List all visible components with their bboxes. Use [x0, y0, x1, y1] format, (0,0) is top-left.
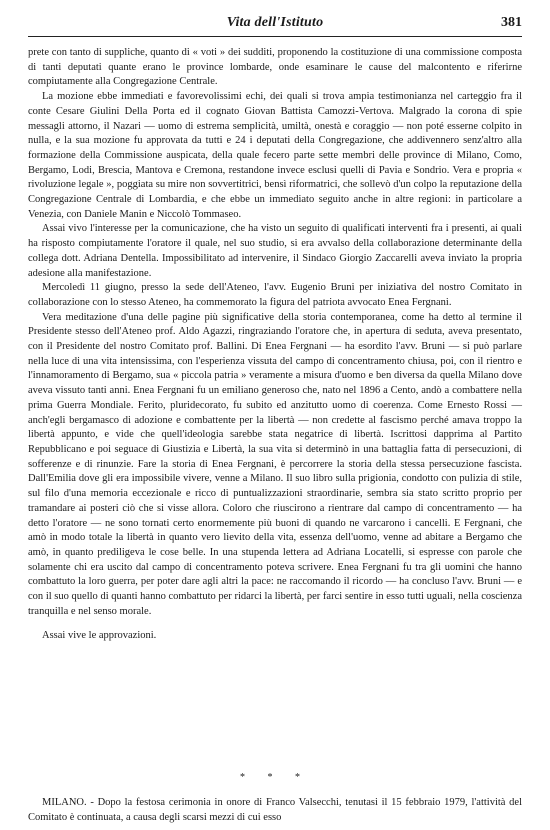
paragraph-6: Assai vive le approvazioni. [42, 630, 157, 642]
final-paragraph: MILANO. - Dopo la festosa cerimonia in onore di Franco Valsecchi, tenutasi il 15 febbraio 1979, l'attività del Comitato è continuata, a causa degli scarsi mezzi di cui esso [28, 797, 522, 823]
running-title: Vita dell'Istituto [226, 15, 324, 30]
final-text [28, 796, 522, 825]
paragraph-3: Assai vivo l'interesse per la comunicazione, che ha visto un seguito di qualificati interventi fra i presenti, ai quali ha risposto compiutamente l'oratore il quale, nel suo studio, si era avvalso della collaborazione determinante della collega dott. Adriana Dentella. Impossibilitato ad intervenire, il Sindaco Giorgio Zaccarelli aveva inviato la propria adesione alla manifestazione. [28, 223, 522, 279]
paragraph-5: Vera meditazione d'una delle pagine più significative della storia contemporanea, come ha detto al termine il Presidente stesso dell'Ateneo prof. Aldo Agazzi, ringraziando l'oratore che, in apertura di seduta, aveva presentato, con il Presidente del nostro Comitato prof. Ballini. Di Enea Fergnani — ha esordito l'avv. Bruni — si può parlare nella luce di una vita intensissima, con l'esperienza vissuta del campo di concentramento chiusa, poi, con il rientro e l'innamoramento di Bergamo, sua « piccola patria » veramente a misura d'uomo e ben diversa da quella Milano dove aveva vissuto tanti anni. Enea Fergnani fu un emiliano generoso che, nato nel 1896 a Cento, andò a combattere nella prima Guerra Mondiale. Ferito, pluridecorato, fu subito ed anzitutto uomo di coerenza. Come Ernesto Rossi — anch'egli bergamasco di adozione e combattente per la libertà — non credette al fascismo perché amava troppo la libertà appunto, e vide che quell'ideologia sarebbe stata negatrice di libertà. Iscrittosi dapprima al Partito Repubblicano e poi seguace di Giustizia e Libertà, la sua vita si determinò in una battaglia fatta di persecuzioni, di sofferenze e di rinunzie. Fare la storia di Enea Fergnani, è percorrere la storia della stessa persecuzione fascista. Dall'Emilia dove gli era impossibile vivere, venne a Milano. Il suo libro sulla prigionia, condotto con pulizia di stile, sul filo d'una memoria eccezionale e ricco di puntualizzazioni straordinarie, sembra sia stato scritto proprio per tramandare ai posteri ciò che si visse allora. Coloro che riuscirono a rientrare dal campo di concentramento — ha detto l'oratore — ne sono tornati certo enormemente più buoni di quando ne varcarono i cancelli. E Fergnani, che amò in modo totale la libertà in quanto vero lievito della vita, essenza dell'uomo, venne ad abitare a Bergamo che amò, in quanto prediligeva le cose belle. In una stupenda lettera ad Adriana Locatelli, si espresse con parole che solamente chi era uscito dal campo di concentramento poteva scrivere. Enea Fergnani fu tra gli uomini che hanno combattuto la loro guerra, per poter dare agli altri la pace: ne raccomando il ricordo — ha concluso l'avv. Bruni — e con il suo quello di quanti hanno combattuto per ridarci la libertà, per farci sentire in esso tutti uguali, nella coscienza tranquilla e nel senso morale. [28, 311, 522, 617]
paragraph-2: La mozione ebbe immediati e favorevolissimi echi, dei quali si trova ampia testimonianza nel carteggio fra il conte Cesare Giulini Della Porta ed il cognato Giovan Battista Camozzi-Vertova. Malgrado la corona di spie messagli attorno, il Nazari — uomo di estrema semplicità, umiltà, onestà e coraggio — non poté esserne colpito in nulla, e la sua mozione fu approvata da tutti e 24 i deputati della Congregazione, che addivennero senz'altro alla formazione della Commissione auspicata, della quale fecero parte sette membri delle province di Milano, Como, Bergamo, Lodi, Brescia, Mantova e Cremona, restandone invece esclusi quelli di Pavia e Sondrio. Vera e propria « rivoluzione legale », poggiata su mire non sovvertitrici, bensì riformatrici, che sollevò d'un colpo la reputazione della Congregazione Centrale di Lombardia, e che ebbe un immediato seguito anche in altre regioni: in particolare a Venezia, con Daniele Manin e Niccolò Tommaseo. [28, 91, 522, 220]
section-separator: * * * [240, 772, 310, 783]
paragraph-1: prete con tanto di suppliche, quanto di « voti » dei sudditi, proponendo la costituzione di una commissione composta di tanti deputati quante erano le province lombarde, onde esaminare le cause del malcontento e riferirne compiutamente alla Congregazione Centrale. [28, 47, 522, 88]
paragraph-4: Mercoledì 11 giugno, presso la sede dell'Ateneo, l'avv. Eugenio Bruni per iniziativa del nostro Comitato in collaborazione con lo stesso Ateneo, ha commemorato la figura del patriota avvocato Enea Fergnani. [28, 282, 522, 308]
page-header [28, 12, 522, 37]
body-text [28, 46, 522, 644]
page-number: 381 [501, 15, 522, 30]
